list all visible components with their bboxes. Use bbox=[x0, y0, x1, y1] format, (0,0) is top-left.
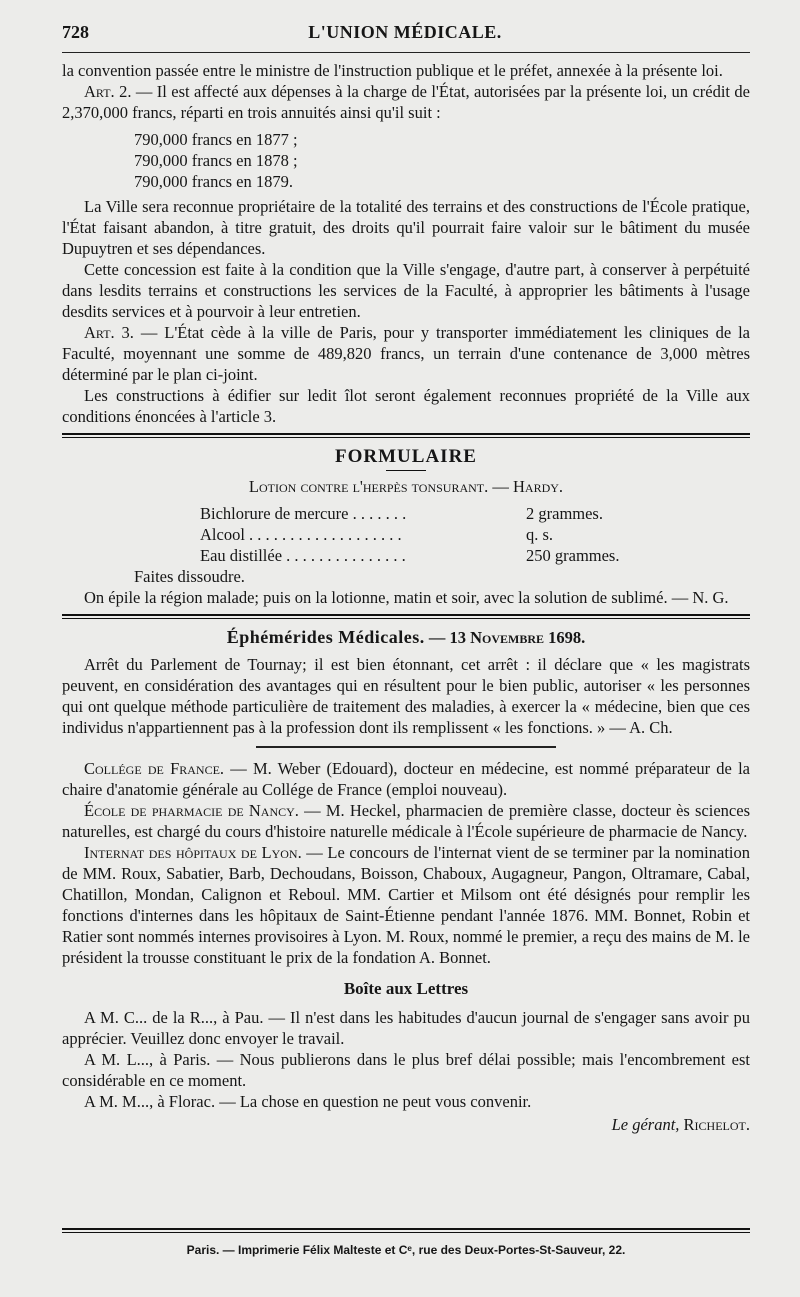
article-3-label: Art. 3. bbox=[84, 323, 134, 342]
formulaire-title: FORMULAIRE bbox=[335, 446, 477, 467]
signature bbox=[62, 1114, 750, 1135]
constructions-paragraph: Les constructions à édifier sur ledit îlot seront également reconnues propriété de la Ville aux conditions énoncées à l'article 3. bbox=[62, 386, 750, 426]
article-3-text: — L'État cède à la ville de Paris, pour y transporter immédiatement les cliniques de la Faculté, moyennant une somme de 489,820 francs, un terrain d'une contenance de 3,000 mètres déterminé par le plan ci-joint. bbox=[62, 323, 750, 384]
annuity-item: 790,000 francs en 1878 ; bbox=[134, 151, 298, 170]
ingredient-name: Bichlorure de mercure . . . bbox=[200, 503, 406, 524]
article-2-label: Art. 2. bbox=[84, 82, 132, 101]
ingredient-qty: q. s. bbox=[526, 525, 554, 544]
page-content bbox=[62, 60, 750, 1135]
letter-item: A M. L..., à Paris. — Nous publierons dans le plus bref délai possible; mais l'encombrement est considérable en ce moment. bbox=[62, 1050, 750, 1090]
ingredient-qty: 2 grammes. bbox=[526, 504, 603, 523]
annuity-item: 790,000 francs en 1879. bbox=[134, 172, 294, 191]
lotion-heading: Lotion contre l'herpès tonsurant. — Hardy. bbox=[248, 477, 564, 496]
lyon-text: — Le concours de l'internat vient de se terminer par la nomination de MM. Roux, Sabatier, Barb, Dechoudans, Boisson, Chaboux, Augagneur, Pangon, Oltramare, Cabal, Chatillon, Mondan, Calignon et Reboul. MM. Cartier et Milsom ont été désignés pour remplir les fonctions d'internes dans les hôpitaux de Saint-Étienne pendant l'année 1876. MM. Bonnet, Robin et Ratier sont nommés internes provisoires à Lyon. M. Roux, nommé le premier, a reçu des mains de M. le président la trousse constituant le prix de la fondation A. Bonnet. bbox=[62, 843, 750, 967]
concession-paragraph: Cette concession est faite à la condition que la Ville s'engage, d'autre part, à conserver à perpétuité dans lesdits terrains et constructions les services de la Faculté, à approprier les bâtiments à l'usage desdits services et à pourvoir à leur entretien. bbox=[62, 260, 750, 321]
annuity-item: 790,000 francs en 1877 ; bbox=[134, 130, 298, 149]
page-number: 728 bbox=[62, 22, 89, 42]
usage-paragraph: On épile la région malade; puis on la lotionne, matin et soir, avec la solution de sublimé. — N. G. bbox=[84, 588, 729, 607]
ephemerides-heading bbox=[62, 627, 750, 648]
section-divider bbox=[62, 433, 750, 438]
faites-dissoudre: Faites dissoudre. bbox=[134, 567, 245, 586]
page-header bbox=[62, 22, 748, 44]
ingredient-name: Eau distillée . . . bbox=[200, 545, 406, 566]
signature-name: Richelot. bbox=[683, 1115, 750, 1134]
header-rule bbox=[62, 52, 750, 53]
annuity-list bbox=[134, 129, 750, 192]
college-text: — M. Weber (Edouard), docteur en médecine, est nommé préparateur de la chaire d'anatomie générale au Collége de France (emploi nouveau). bbox=[62, 759, 750, 799]
nancy-label: École de pharmacie de Nancy. bbox=[84, 801, 299, 820]
nancy-text: — M. Heckel, pharmacien de première classe, docteur ès sciences naturelles, est chargé du cours d'histoire naturelle médicale à l'École supérieure de pharmacie de Nancy. bbox=[62, 801, 750, 841]
lyon-news bbox=[62, 842, 750, 968]
printer-imprint: Paris. — Imprimerie Félix Malteste et Cᵉ, rue des Deux-Portes-St-Sauveur, 22. bbox=[186, 1243, 626, 1257]
footer-rule bbox=[62, 1228, 750, 1233]
convention-paragraph: la convention passée entre le ministre de l'instruction publique et le préfet, annexée à la présente loi. bbox=[62, 61, 723, 80]
ephemerides-title: Éphémérides Médicales. bbox=[226, 627, 425, 647]
ingredient-row bbox=[200, 545, 750, 566]
ingredient-name: Alcool . . . bbox=[200, 524, 406, 545]
ingredient-row bbox=[200, 503, 750, 524]
journal-title: L'UNION MÉDICALE. bbox=[308, 22, 502, 42]
article-3 bbox=[62, 322, 750, 385]
section-divider bbox=[62, 614, 750, 619]
signature-role: Le gérant, bbox=[611, 1115, 680, 1134]
college-news bbox=[62, 758, 750, 800]
nancy-news bbox=[62, 800, 750, 842]
ingredient-qty: 250 grammes. bbox=[526, 546, 620, 565]
ephemerides-text: Arrêt du Parlement de Tournay; il est bien étonnant, cet arrêt : il déclare que « les magistrats peuvent, en considération des avantages qui en résultent pour le bien public, autoriser « les personnes qui ont quelque méthode particulière de traitement des maladies, à exercer la « médecine, bien que ces individus n'appartiennent pas à la profession dont ils remplissent « les fonctions. » — A. Ch. bbox=[62, 655, 750, 737]
boite-title: Boîte aux Lettres bbox=[343, 979, 469, 998]
news-divider bbox=[256, 746, 556, 748]
college-label: Collége de France. bbox=[84, 759, 225, 778]
lyon-label: Internat des hôpitaux de Lyon. bbox=[84, 843, 302, 862]
letter-item: A M. C... de la R..., à Pau. — Il n'est dans les habitudes d'aucun journal de s'engager sans avoir pu apprécier. Veuillez donc envoyer le travail. bbox=[62, 1008, 750, 1048]
ingredient-row bbox=[200, 524, 750, 545]
article-2 bbox=[62, 81, 750, 123]
article-2-text: — Il est affecté aux dépenses à la charge de l'État, autorisées par la présente loi, un crédit de 2,370,000 francs, réparti en trois annuités ainsi qu'il suit : bbox=[62, 82, 751, 122]
ephemerides-date: — 13 Novembre 1698. bbox=[424, 628, 586, 647]
letter-item: A M. M..., à Florac. — La chose en question ne peut vous convenir. bbox=[84, 1092, 532, 1111]
title-underline bbox=[386, 470, 426, 471]
ville-paragraph: La Ville sera reconnue propriétaire de la totalité des terrains et des constructions de l'École pratique, l'État faisant abandon, à titre gratuit, des droits qu'il pourrait faire valoir sur le bâtiment du musée Dupuytren et ses dépendances. bbox=[62, 197, 750, 258]
